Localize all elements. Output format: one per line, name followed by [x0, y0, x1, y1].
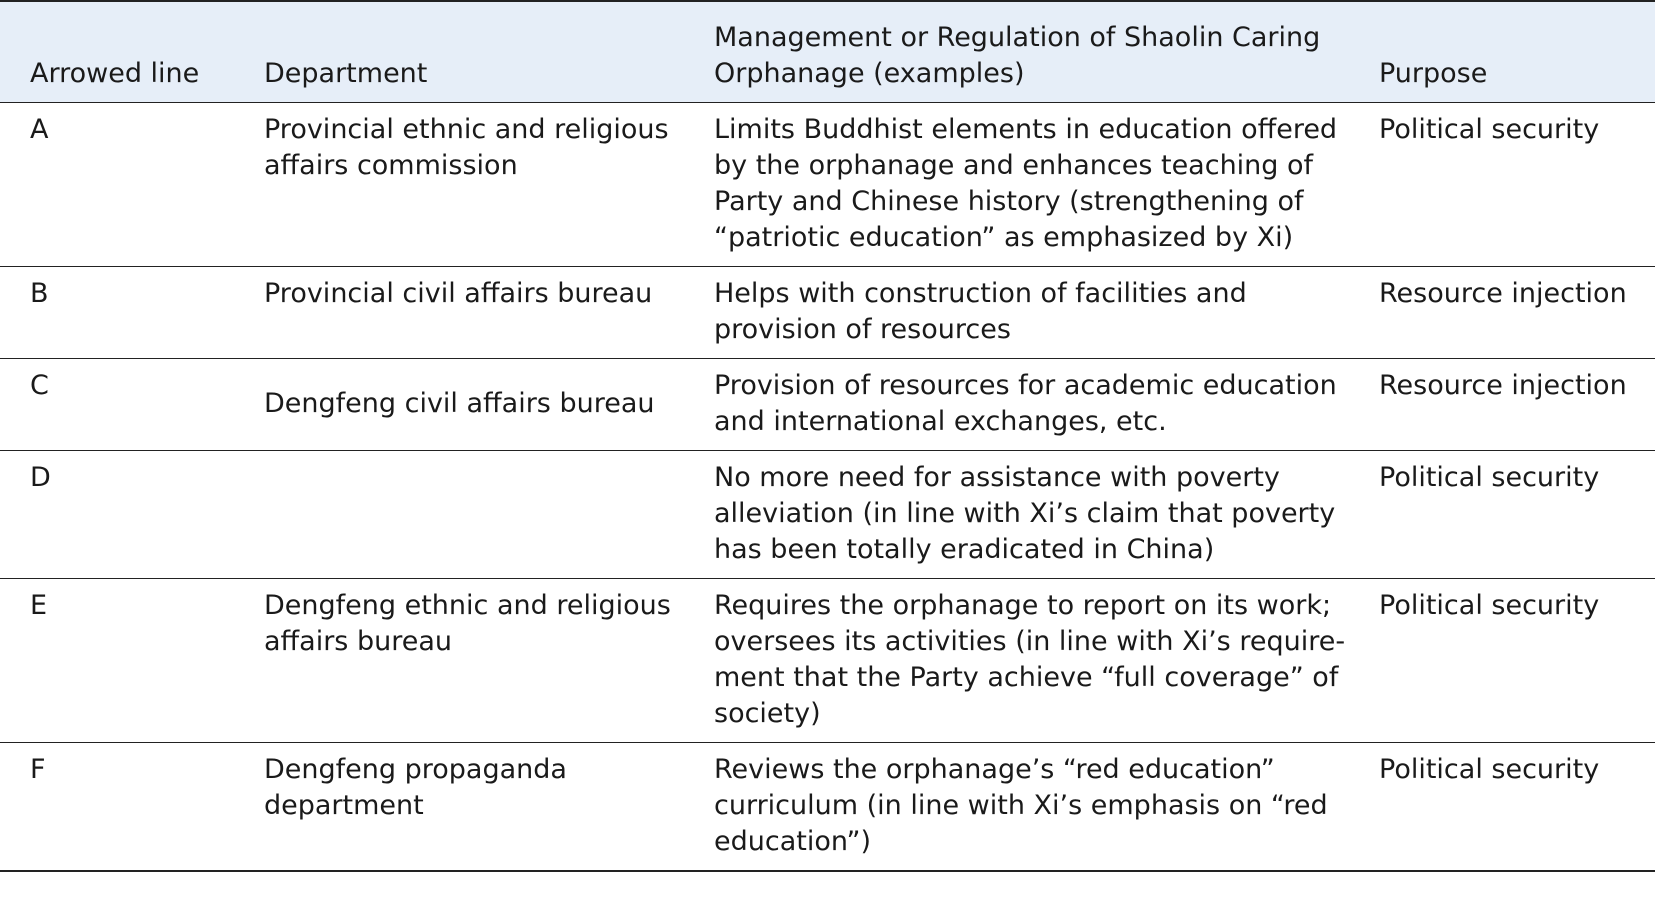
header-arrowed-line: Arrowed line [0, 1, 263, 103]
cell-purpose: Political security [1378, 451, 1655, 579]
cell-management: Provision of resources for academic education and international exchanges, etc. [704, 359, 1378, 451]
cell-management: Helps with construction of facilities and provision of resources [704, 267, 1378, 359]
table-row [0, 579, 1655, 743]
table-row [0, 267, 1655, 359]
table-body [0, 103, 1655, 872]
cell-line: F [0, 743, 263, 872]
cell-department: Provincial ethnic and religious affairs commission [263, 103, 704, 267]
cell-line: A [0, 103, 263, 267]
cell-line: C [0, 359, 263, 451]
table-row [0, 359, 1655, 451]
cell-management: Requires the orphanage to report on its work; oversees its activities (in line with Xi’s requirement that the Party achieve “full coverage” of society) [704, 579, 1378, 743]
table-row [0, 743, 1655, 872]
cell-department: Dengfeng propaganda department [263, 743, 704, 872]
cell-line: B [0, 267, 263, 359]
cell-purpose: Resource injection [1378, 359, 1655, 451]
table-row [0, 451, 1655, 579]
table-row [0, 103, 1655, 267]
cell-line: E [0, 579, 263, 743]
cell-department [263, 451, 704, 579]
cell-line: D [0, 451, 263, 579]
cell-management: Reviews the orphanage’s “red education” curriculum (in line with Xi’s emphasis on “red education”) [704, 743, 1378, 872]
cell-department: Provincial civil affairs bureau [263, 267, 704, 359]
header-department: Department [263, 1, 704, 103]
header-purpose: Purpose [1378, 1, 1655, 103]
cell-department: Dengfeng civil affairs bureau [263, 359, 704, 451]
cell-purpose: Political security [1378, 579, 1655, 743]
header-management: Management or Regulation of Shaolin Caring Orphanage (examples) [704, 1, 1378, 103]
cell-management: No more need for assistance with poverty alleviation (in line with Xi’s claim that poverty has been totally eradicated in China) [704, 451, 1378, 579]
cell-purpose: Resource injection [1378, 267, 1655, 359]
cell-management: Limits Buddhist elements in education offered by the orphanage and enhances teaching of Party and Chinese history (strengthening of “patriotic education” as emphasized by Xi) [704, 103, 1378, 267]
cell-purpose: Political security [1378, 103, 1655, 267]
cell-department: Dengfeng ethnic and religious affairs bureau [263, 579, 704, 743]
table-header [0, 1, 1655, 103]
header-row [0, 1, 1655, 103]
cell-purpose: Political security [1378, 743, 1655, 872]
